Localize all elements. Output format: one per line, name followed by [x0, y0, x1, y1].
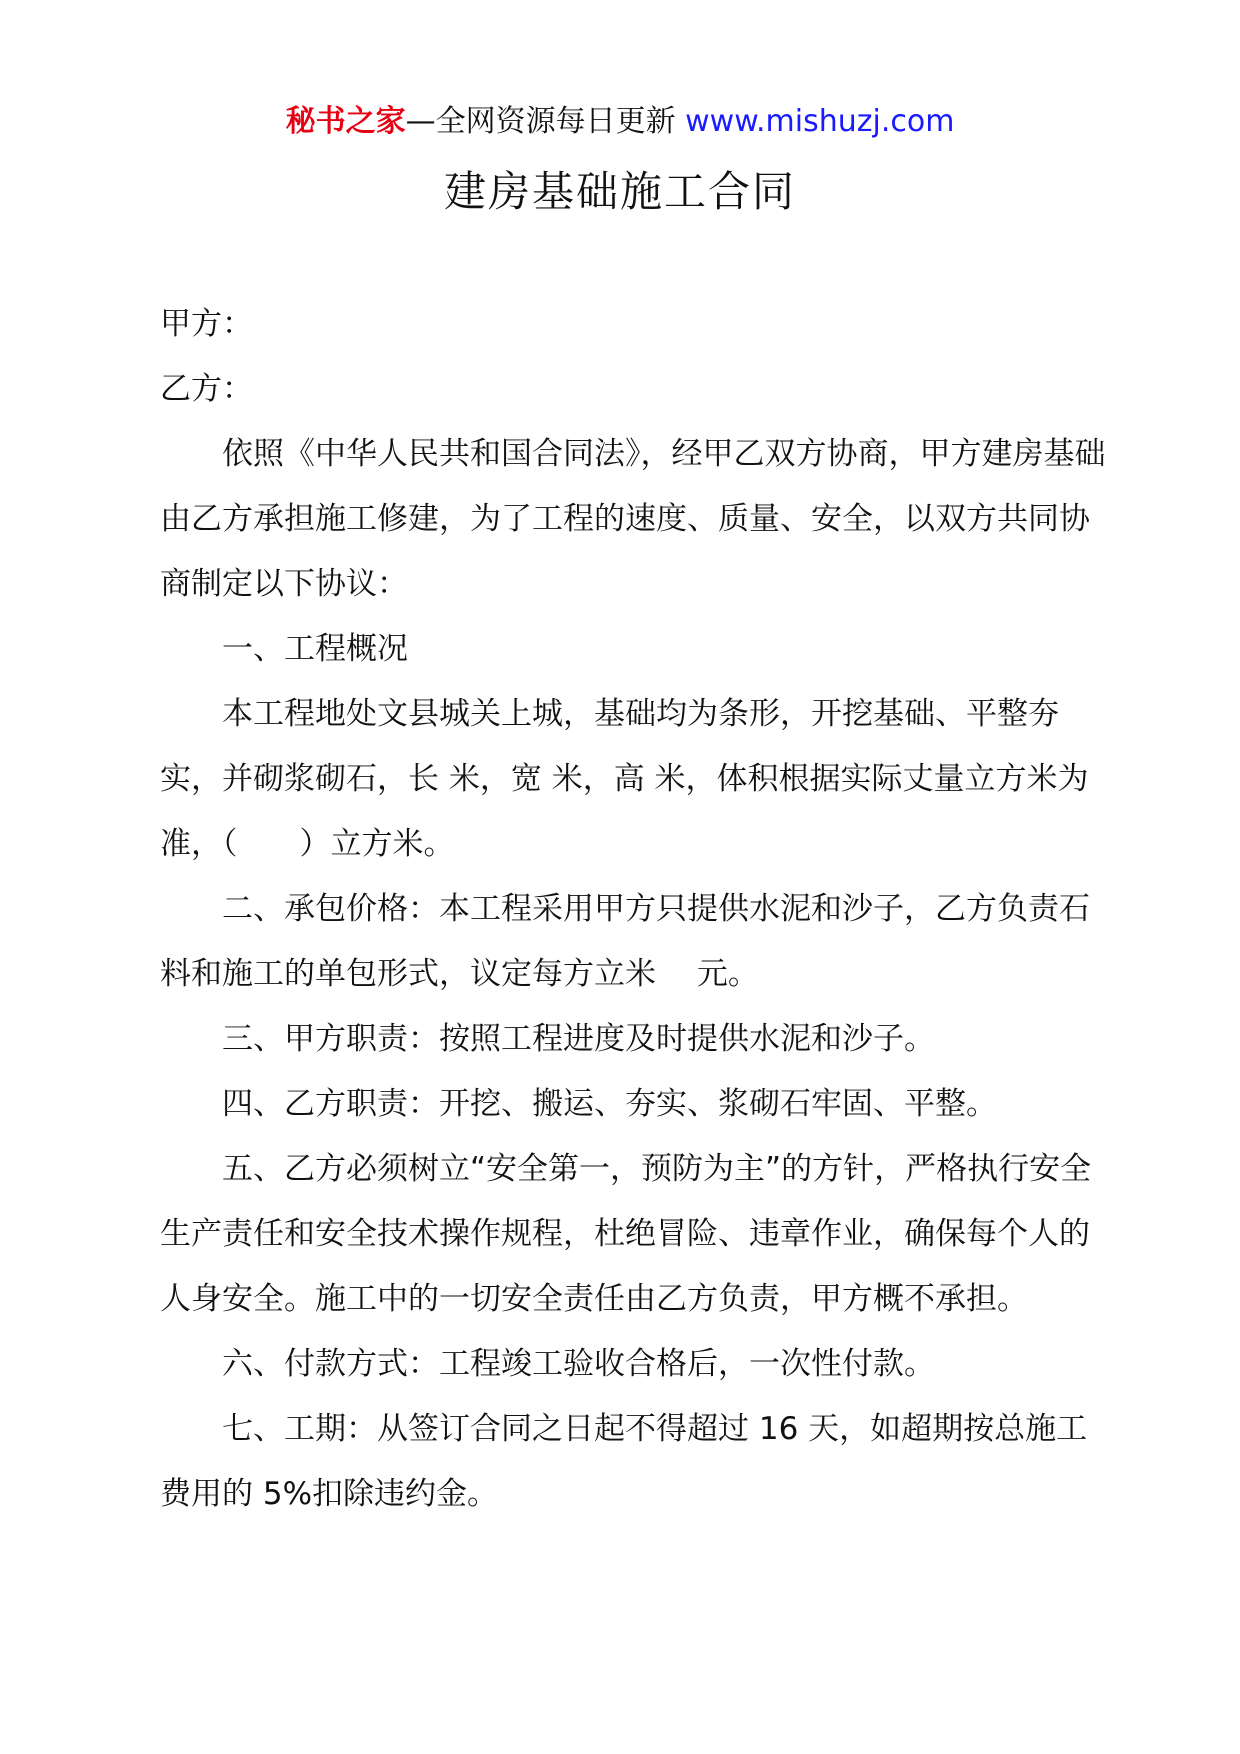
section-6-paragraph: 六、付款方式：工程竣工验收合格后，一次性付款。: [222, 1346, 935, 1382]
section-1-body: 本工程地处文县城关上城，基础均为条形，开挖基础、平整夯实，并砌浆砌石，长 米，宽 米，高 米，体积根据实际丈量立方米为准，（ ）立方米。: [160, 696, 1089, 862]
intro-paragraph: 依照《中华人民共和国合同法》，经甲乙双方协商，甲方建房基础由乙方承担施工修建，为了工程的速度、质量、安全，以双方共同协商制定以下协议：: [160, 436, 1106, 602]
section-3-paragraph: 三、甲方职责：按照工程进度及时提供水泥和沙子。: [222, 1021, 935, 1057]
section-7-paragraph: 七、工期：从签订合同之日起不得超过 16 天，如超期按总施工费用的 5%扣除违约金。: [160, 1411, 1088, 1512]
party-b-line: 乙方：: [160, 371, 253, 407]
section-5-paragraph: 五、乙方必须树立“安全第一，预防为主”的方针，严格执行安全生产责任和安全技术操作规程，杜绝冒险、违章作业，确保每个人的人身安全。施工中的一切安全责任由乙方负责，甲方概不承担。: [160, 1151, 1092, 1317]
party-a-line: 甲方：: [160, 306, 253, 342]
section-1-heading: 一、工程概况: [222, 631, 408, 667]
site-header: [0, 100, 1240, 144]
section-4-paragraph: 四、乙方职责：开挖、搬运、夯实、浆砌石牢固、平整。: [222, 1086, 997, 1122]
document-body: [160, 292, 1110, 1527]
section-2-paragraph: 二、承包价格：本工程采用甲方只提供水泥和沙子，乙方负责石料和施工的单包形式，议定每方立米 元。: [160, 891, 1090, 992]
header-tagline: —全网资源每日更新: [405, 104, 676, 139]
brand-name: 秘书之家: [285, 104, 406, 139]
document-title: 建房基础施工合同: [443, 167, 796, 216]
website-link[interactable]: www.mishuzj.com: [685, 104, 955, 139]
